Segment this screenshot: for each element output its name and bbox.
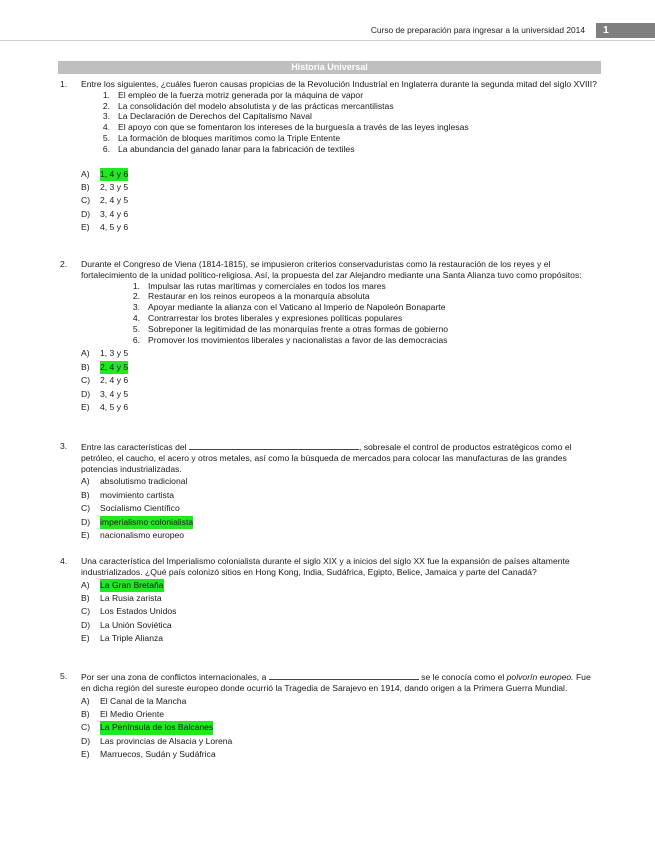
option-e[interactable] [81, 632, 600, 645]
option-letter: E) [81, 529, 90, 540]
option-text: El Canal de la Mancha [100, 695, 187, 706]
option-list [81, 168, 600, 235]
option-text: La Rusia zarista [100, 592, 162, 603]
question-text: Una característica del Imperialismo colonialista durante el siglo XIX y a inicios del siglo XX fue la expansión de países altamente industrializados. ¿Qué país colonizó sitios en Hong Kong, India, Sudáfrica, Egipto, Belice, Jamaica y parte del Canadá? [81, 556, 570, 577]
statement-text: Promover los movimientos liberales y nacionalistas a favor de las democracias [148, 334, 448, 345]
option-text: absolutismo tradicional [100, 476, 188, 487]
question-text: Entre los siguientes, ¿cuáles fueron causas propicias de la Revolución Industrial en Inglaterra durante la segunda mitad del siglo XVIII? [81, 79, 597, 89]
option-b[interactable] [81, 489, 600, 502]
option-text-highlighted: 2, 4 y 5 [100, 361, 128, 374]
option-letter: B) [81, 592, 90, 603]
option-d[interactable] [81, 208, 600, 221]
option-letter: D) [81, 735, 91, 746]
statement-item [96, 122, 600, 133]
question-number: 5. [60, 671, 68, 681]
option-letter: B) [81, 181, 90, 192]
question-5 [60, 671, 600, 762]
option-text: Los Estados Unidos [100, 606, 177, 617]
option-text: 4, 5 y 6 [100, 222, 129, 233]
statement-item [96, 90, 600, 101]
option-b[interactable] [81, 708, 600, 721]
statement-item [126, 291, 600, 302]
statement-list [96, 90, 600, 155]
question-text-part: Fue en dicha región del sureste europeo donde ocurrió la Tragedia de Sarajevo en 1914, dando origen a la Primera Guerra Mundial. [81, 672, 591, 693]
question-number: 4. [60, 556, 68, 566]
question-text [81, 671, 600, 694]
option-letter: D) [81, 208, 91, 219]
statement-text: La abundancia del ganado lanar para la fabricación de textiles [118, 143, 355, 154]
option-d[interactable] [81, 735, 600, 748]
option-letter: A) [81, 348, 90, 359]
statement-text: La formación de bloques marítimos como la Triple Entente [118, 132, 341, 143]
option-list [81, 347, 600, 414]
question-text-part: Por ser una zona de conflictos internacionales, a [81, 672, 267, 682]
option-c[interactable] [81, 502, 600, 515]
option-text: Las provincias de Alsacia y Lorena [100, 735, 233, 746]
statement-item [96, 144, 600, 155]
option-letter: E) [81, 633, 90, 644]
statement-number: 3. [132, 302, 140, 313]
statement-item [96, 101, 600, 112]
option-d[interactable] [81, 619, 600, 632]
option-letter: D) [81, 516, 91, 527]
statement-number: 4. [102, 122, 110, 133]
question-1 [60, 79, 600, 235]
option-letter: A) [81, 476, 90, 487]
statement-text: Contrarrestar los brotes liberales y expresiones políticas populares [148, 312, 403, 323]
question-4 [60, 556, 600, 646]
option-text: 3, 4 y 6 [100, 208, 129, 219]
statement-text: La consolidación del modelo absolutista y de las prácticas mercantilistas [118, 100, 394, 111]
statement-number: 5. [102, 132, 110, 143]
option-text: nacionalismo europeo [100, 529, 185, 540]
option-a[interactable] [81, 347, 600, 360]
statement-number: 3. [102, 111, 110, 122]
option-text: 1, 3 y 5 [100, 348, 129, 359]
option-list [81, 579, 600, 646]
option-list [81, 695, 600, 762]
statement-number: 1. [102, 89, 110, 100]
option-letter: D) [81, 388, 91, 399]
question-number: 2. [60, 259, 68, 269]
statement-text: Sobreponer la legitimidad de las monarquías frente a otras formas de gobierno [148, 323, 449, 334]
header-divider [0, 40, 655, 41]
statement-item [96, 111, 600, 122]
page-number: 1 [596, 23, 655, 38]
option-c[interactable] [81, 721, 600, 734]
option-e[interactable] [81, 529, 600, 542]
option-letter: B) [81, 708, 90, 719]
statement-text: Apoyar mediante la alianza con el Vaticano al Imperio de Napoleón Bonaparte [148, 302, 446, 313]
option-a[interactable] [81, 168, 600, 181]
option-e[interactable] [81, 401, 600, 414]
option-d[interactable] [81, 516, 600, 529]
statement-number: 2. [132, 291, 140, 302]
option-text: La Unión Soviética [100, 619, 172, 630]
option-letter: E) [81, 222, 90, 233]
statement-number: 6. [102, 143, 110, 154]
option-e[interactable] [81, 748, 600, 761]
option-d[interactable] [81, 388, 600, 401]
statement-item [96, 133, 600, 144]
option-text: 3, 4 y 5 [100, 388, 129, 399]
question-text-italic: polvorín europeo. [506, 672, 574, 682]
option-letter: C) [81, 606, 91, 617]
option-text: Marruecos, Sudán y Sudáfrica [100, 749, 216, 760]
option-text: 2, 3 y 5 [100, 181, 129, 192]
option-letter: E) [81, 401, 90, 412]
option-list [81, 475, 600, 542]
option-c[interactable] [81, 194, 600, 207]
option-a[interactable] [81, 579, 600, 592]
statement-item [126, 281, 600, 292]
option-b[interactable] [81, 181, 600, 194]
option-letter: A) [81, 579, 90, 590]
option-b[interactable] [81, 361, 600, 374]
statement-text: El apoyo con que se fomentaron los intereses de la burguesía a través de las leyes inglesas [118, 122, 469, 133]
question-number: 3. [60, 441, 68, 451]
statement-number: 1. [132, 280, 140, 291]
option-letter: B) [81, 489, 90, 500]
statement-item [126, 302, 600, 313]
option-letter: B) [81, 361, 90, 372]
option-text-highlighted: imperialismo colonialista [100, 516, 193, 529]
statement-number: 6. [132, 334, 140, 345]
option-text: El Medio Oriente [100, 708, 165, 719]
option-text: 2, 4 y 6 [100, 375, 129, 386]
question-2 [60, 259, 600, 414]
option-e[interactable] [81, 221, 600, 234]
fill-in-blank [269, 671, 419, 680]
option-letter: C) [81, 195, 91, 206]
statement-text: La Declaración de Derechos del Capitalismo Naval [118, 111, 312, 122]
option-c[interactable] [81, 374, 600, 387]
fill-in-blank [189, 441, 359, 450]
option-text-highlighted: La Península de los Balcanes [100, 721, 213, 734]
option-b[interactable] [81, 592, 600, 605]
statement-item [126, 313, 600, 324]
statement-number: 5. [132, 323, 140, 334]
option-text: Socialismo Científico [100, 503, 180, 514]
statement-text: Restaurar en los reinos europeos a la monarquía absoluta [148, 291, 370, 302]
statement-text: Impulsar las rutas marítimas y comerciales en todos los mares [148, 280, 386, 291]
question-text-part: Entre las características del [81, 442, 187, 452]
option-text: La Triple Alianza [100, 633, 164, 644]
option-letter: C) [81, 503, 91, 514]
statement-number: 4. [132, 312, 140, 323]
question-text [81, 441, 600, 474]
option-text: movimiento cartista [100, 489, 175, 500]
option-text-highlighted: La Gran Bretaña [100, 579, 164, 592]
question-3 [60, 441, 600, 542]
option-letter: C) [81, 375, 91, 386]
option-a[interactable] [81, 475, 600, 488]
section-title: Historia Universal [58, 61, 601, 74]
option-c[interactable] [81, 605, 600, 618]
option-letter: E) [81, 749, 90, 760]
option-text-highlighted: 1, 4 y 6 [100, 168, 128, 181]
question-text: Durante el Congreso de Viena (1814-1815), se impusieron criterios conservaduristas como la restauración de los reyes y el fortalecimiento de la unidad político-religiosa. Así, la propuesta del zar Alejandro mediante una Santa Alianza tuvo como propósitos: [81, 259, 582, 280]
option-a[interactable] [81, 695, 600, 708]
option-letter: A) [81, 168, 90, 179]
statement-item [126, 335, 600, 346]
option-letter: C) [81, 722, 91, 733]
option-text: 2, 4 y 5 [100, 195, 129, 206]
option-letter: D) [81, 619, 91, 630]
question-number: 1. [60, 79, 68, 89]
question-text-part: se le conocía como el [421, 672, 505, 682]
option-text: 4, 5 y 6 [100, 401, 129, 412]
statement-list [126, 281, 600, 346]
statement-text: El empleo de la fuerza motriz generada por la máquina de vapor [118, 89, 364, 100]
question-text-part: , sobresale el control de productos estratégicos como el petróleo, el caucho, el acero y otros metales, así como la búsqueda de mercados para colocar las manufacturas de las grandes potencias industrializadas. [81, 442, 572, 474]
statement-number: 2. [102, 100, 110, 111]
option-letter: A) [81, 695, 90, 706]
statement-item [126, 324, 600, 335]
document-header-title: Curso de preparación para ingresar a la universidad 2014 [370, 25, 585, 35]
